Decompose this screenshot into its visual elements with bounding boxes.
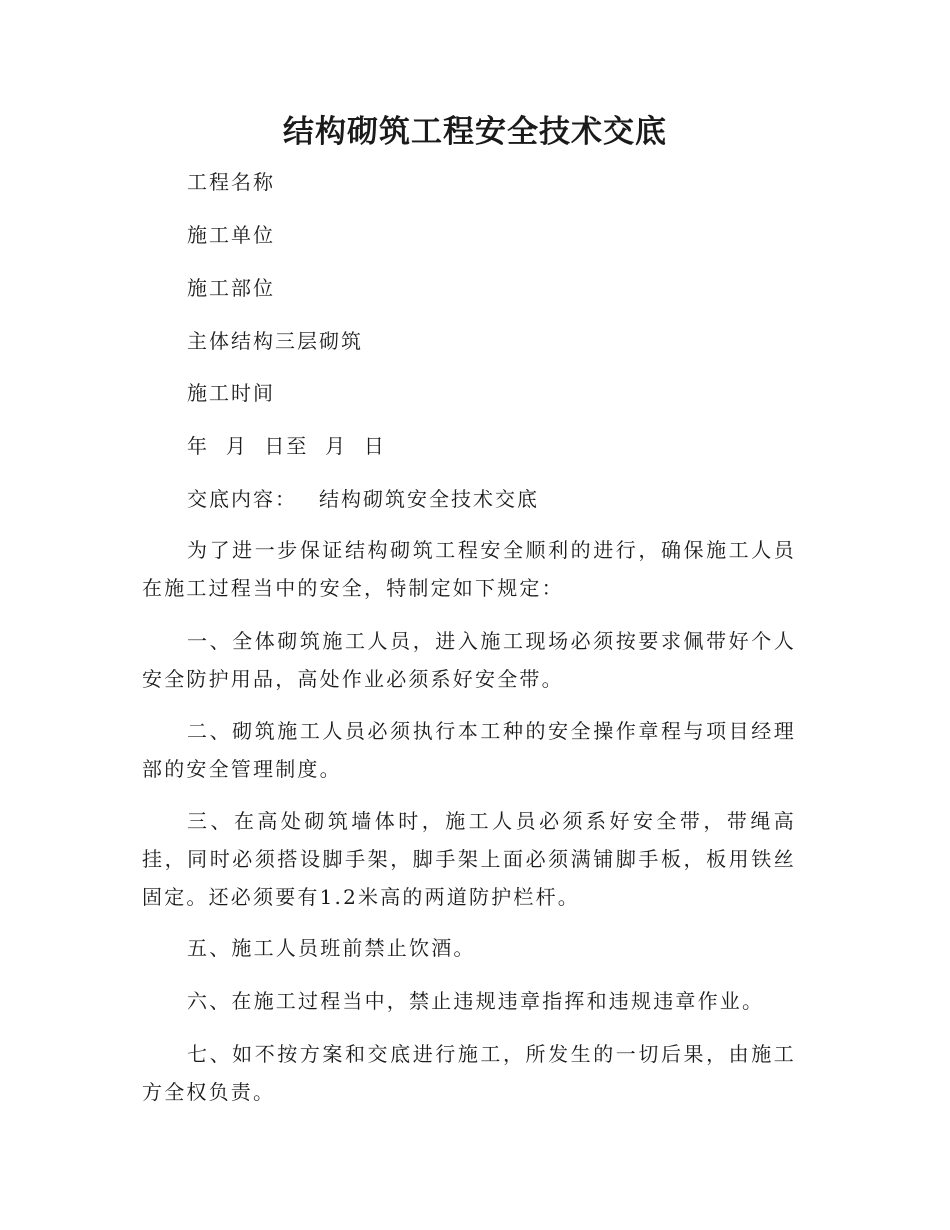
contractor-label: 施工单位 (187, 223, 275, 247)
rule-item-7: 七、如不按方案和交底进行施工，所发生的一切后果，由施工方全权负责。 (142, 1042, 796, 1104)
rule-item-6: 六、在施工过程当中，禁止违规违章指挥和违规违章作业。 (187, 989, 765, 1013)
intro-paragraph: 为了进一步保证结构砌筑工程安全顺利的进行，确保施工人员在施工过程当中的安全，特制定如下规定： (142, 538, 796, 600)
content-row (187, 484, 539, 514)
construction-part-label: 施工部位 (187, 276, 275, 300)
construction-time-label: 施工时间 (187, 381, 275, 405)
content-label: 交底内容： (187, 487, 297, 511)
project-name-label: 工程名称 (187, 170, 275, 194)
rule-item-5: 五、施工人员班前禁止饮酒。 (187, 936, 476, 960)
content-value: 结构砌筑安全技术交底 (319, 487, 539, 511)
date-range: 年 月 日至 月 日 (187, 434, 386, 458)
construction-part-value: 主体结构三层砌筑 (187, 329, 363, 353)
rule-item-3: 三、在高处砌筑墙体时，施工人员必须系好安全带，带绳高挂，同时必须搭设脚手架，脚手架上面必须满铺脚手板，板用铁丝固定。还必须要有1.2米高的两道防护栏杆。 (142, 809, 796, 909)
document-title: 结构砌筑工程安全技术交底 (283, 114, 667, 150)
rule-item-1: 一、全体砌筑施工人员，进入施工现场必须按要求佩带好个人安全防护用品，高处作业必须系好安全带。 (142, 629, 796, 691)
rule-item-2: 二、砌筑施工人员必须执行本工种的安全操作章程与项目经理部的安全管理制度。 (142, 719, 796, 781)
